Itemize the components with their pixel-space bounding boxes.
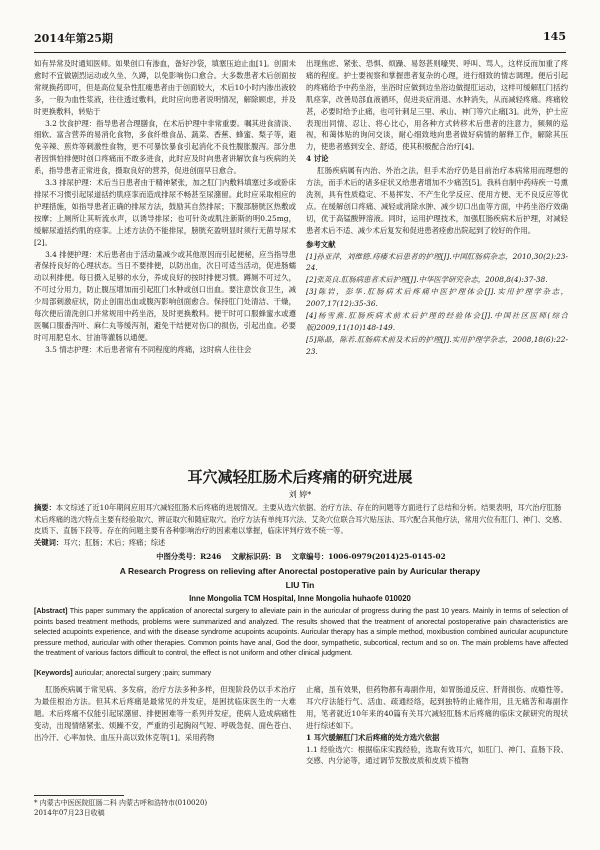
reference-item: [3]陈岩，彭华.肛肠病术后疼痛中医护理体会[J].实用护理学杂志，2007,17(12):35-36. bbox=[306, 287, 568, 309]
article-author: 刘 婷* bbox=[288, 490, 312, 499]
paragraph: 如有异常及时通知医师。如果创口有渗血，备好沙袋，填塞压迫止血[1]。创面未愈时不宜做剧烈运动或久坐、久蹲，以免影响伤口愈合。大多数患者术后创面按常规换药即可，但是高位复杂性肛瘘患者由于创面较大，术后10小时内渗出液较多，一般为血性浆液，往往透过敷料，此时应向患者说明情况，解除顾虑，并及时更换敷料，转贴于 bbox=[34, 59, 296, 116]
reference-item: [4]杨雪燕.肛肠疾病术前术后护理的经验体会[J].中国社区医师(综合版)2009,11(10)148-149. bbox=[306, 311, 568, 332]
en-keywords-text: auricular; anorectal surgery ;pain; summary bbox=[74, 669, 212, 677]
page-number: 145 bbox=[543, 30, 566, 43]
english-title: A Research Progress on relieving after Anorectal postoperative pain by Auricular therapy bbox=[119, 566, 481, 576]
footnote-rule bbox=[34, 795, 124, 796]
clc-label: 中图分类号： bbox=[156, 552, 201, 561]
lower-right-column bbox=[306, 684, 568, 800]
en-abstract-label: [Abstract] bbox=[34, 607, 68, 615]
doc-code-label: 文献标识码： bbox=[231, 552, 276, 561]
paragraph: 3.3 排尿护理：术后当日患者由于精神紧张，加之肛门内敷料填塞过多或卧床排尿不习惯引起尿道括约肌痉挛而造成排尿不畅甚至尿潴留。此时应采取相应的护理措施，如指导患者正确的排尿方法，鼓励其自然排尿；下腹部膀胱区热敷或按摩；上厕所让其听流水声，以诱导排尿；也可针灸或肌注新斯的明0.25mg，缓解尿道括约肌的痉挛。上述方法仍不能排尿，膀胱充盈明显时须行无菌导尿术[2]。 bbox=[34, 178, 296, 247]
paragraph: 1.1 经验选穴：根据临床实践经验，选取有效耳穴，如肛门、神门、直肠下段、交感、内分泌等，通过调节发散皮质和皮质下植物 bbox=[306, 744, 568, 766]
header-rule bbox=[34, 52, 566, 53]
abstract-en bbox=[34, 606, 568, 659]
paragraph: 止痛，虽有效果，但药物都有毒副作用，如胃肠道反应、肝肾损伤、成瘾性等。耳穴疗法能行气、活血、疏通经络，起到独特的止痛作用，且无痛苦和毒副作用，笔者就近10年来的40篇有关耳穴减轻肛肠术后疼痛的临床文献研究的现状进行综述如下。 bbox=[306, 685, 568, 730]
paragraph: 肛肠疾病属于常见病、多发病，治疗方法多种多样，但现阶段仍以手术治疗为最佳根治方法。但其术后疼痛是最常见的并发症，是困扰临床医生的一大难题。术后疼痛不仅能引起尿潴留、排便困难等一系列并发症，使病人造成病痛性变动，出现情绪紧张、烦躁不安，严重的引起胸闷气短、呼吸急促、面色苍白、出冷汗、心率加快、血压升高以致休克等[1]。采用药物 bbox=[34, 685, 296, 742]
keywords-label: 关键词： bbox=[34, 538, 64, 547]
english-author: LIU Tin bbox=[285, 580, 315, 590]
running-header bbox=[34, 30, 566, 48]
references-heading: 参考文献 bbox=[306, 239, 336, 249]
upper-left-column bbox=[34, 58, 296, 458]
footnote-received: 2014年07月23日收稿 bbox=[34, 809, 105, 817]
paragraph: 3.2 饮食护理：指导患者合理膳食，在术后护理中非常重要。嘱其进食清淡、细软、富含营养的易消化食物，多食纤维食品、蔬菜、香蕉、蜂蜜、梨子等，避免辛辣、煎炸等刺激性食物，更不可暴饮暴食引起消化不良性腹胀腹泻。部分患者因惧怕排便时创口疼痛而不敢多进食，此时应及时向患者讲解饮食与疾病的关系，指导患者正常进食，摄取良好的营养，促进创面早日愈合。 bbox=[34, 118, 296, 176]
clc-value: R246 bbox=[200, 552, 222, 561]
classification-line bbox=[34, 552, 568, 562]
keywords-en bbox=[34, 669, 568, 677]
keywords-text: 耳穴；肛肠；术后；疼痛；综述 bbox=[63, 538, 166, 547]
keywords-cn bbox=[34, 537, 568, 549]
doc-code-value: B bbox=[275, 552, 282, 561]
paragraph: 出现焦虑、紧张、恐惧、烦躁、易怒甚则嚎哭、呼叫、骂人，这样反而加重了疼痛的程度。护士要视察和掌握患者复杂的心理，进行细致的情志调理。便后引起的疼痛给予中药坐浴，坐浴时应做到边坐浴边做提肛运动，这样可缓解肛门括约肌痉挛，改善局部血液循环，促进炎症消退、水肿消失，从而减轻疼痛。疼痛较甚，必要时给予止痛，也可针刺足三里、承山、神门等穴止痛[3]。此外，护士应表现出同情、忍让、将心比心，用各种方式转移术后患者的注意力，频频的巡视，和蔼体贴的询问交谈，耐心细致地向患者做好病情的解释工作，解除其压力，使患者感到安全、舒适，使其积极配合治疗[4]。 bbox=[306, 59, 568, 152]
reference-item: [5]陈晶，陈若.肛肠病术前及术后的护理[J].实用护理学杂志，2008,18(6):22-23. bbox=[306, 334, 568, 356]
section-heading: 1 耳穴缓解肛门术后疼痛的处方选穴依据 bbox=[306, 732, 440, 742]
section-heading: 4 讨论 bbox=[306, 154, 329, 164]
article-id-value: 1006-0979(2014)25-0145-02 bbox=[328, 552, 446, 561]
reference-item: [2]张英良.肛肠病患者术后护理[J].中华医学研究杂志，2008,8(4):37-38. bbox=[306, 275, 548, 285]
en-keywords-label: [Keywords] bbox=[34, 669, 73, 677]
en-abstract-text: This paper summary the application of anorectal surgery to alleviate pain in the auricular of progress during the past 10 years. Mainly in terms of selection of points based treatment methods, problems were summarized and analyzed. The results showed that the treatment of anorectal postoperative pain characteristics are selected acupoints experience, and with the disease syndrome acupoints acupoints. Auricular therapy has a simple method, moxibustion combined auricular acupuncture pressure method, auricular with other therapies. Common points have anal, God the door, sympathetic, subcortical, rectum and so on. The main problems have affected the treatment of various factors difficult to control, the effect is not uniform and other clinical judgment. bbox=[34, 607, 569, 658]
journal-issue: 2014年第25期 bbox=[34, 32, 113, 45]
paragraph: 3.5 情志护理：术后患者常有不同程度的疼痛，这时病人往往会 bbox=[45, 344, 252, 354]
paragraph: 肛肠疾病属有内治、外治之法，但手术治疗仍是目前治疗本病常用而理想的方法，而手术后的诸多症状又给患者增加不少痛苦[5]。我科自制中药痔疾一号熏洗剂，具有性质稳定、不易挥发、不产生化学反应、使用方便、无不良反应等优点。在缓解创口疼痛、减轻或消除水肿、减少切口出血等方面，中药坐浴疗效确切，优于高锰酸钾溶液。同时，运用护理技术，加强肛肠疾病术后护理，对减轻患者术后不适、减少术后复发和促进患者痊愈出院起到了较好的作用。 bbox=[306, 166, 568, 235]
upper-right-column bbox=[306, 58, 568, 458]
lower-left-column bbox=[34, 684, 296, 794]
abstract-cn bbox=[34, 502, 568, 537]
english-affiliation: Inne Mongolia TCM Hospital, Inne Mongolia huhaofe 010020 bbox=[189, 594, 411, 603]
abstract-label: 摘要： bbox=[34, 503, 56, 512]
paragraph: 3.4 排便护理：术后患者由于活动量减少或其他原因而引起便秘，应当指导患者保持良好的心理状态。当日不要排便，以防出血，次日可适当活动，促进肠蠕动以利排便。每日摄入足够的水分，养成良好的按时排便习惯。蹲厕不可过久，不可过分用力，防止腹压增加而引起肛门水肿或创口出血。要注意饮食卫生，减少局部刺激症状，防止创面出血或腹泻影响创面愈合。保持肛门处清洁、干燥，每次便后清洗创口并常规用中药坐浴，及时更换敷料。便干时可口服蜂蜜水或遵医嘱口服番泻叶、麻仁丸等缓泻剂，避免干结便对伤口的损伤，引起出血。必要时可用肥皂水、甘油等灌肠以通便。 bbox=[34, 249, 296, 342]
abstract-text: 本文综述了近10年期间应用耳穴减轻肛肠术后疼痛的进展情况。主要从选穴依据、治疗方法、存在的问题等方面进行了总结和分析。结果表明，耳穴治疗肛肠术后疼痛的选穴特点主要有经验取穴、辨证取穴和随症取穴。治疗方法有单纯耳穴法、艾灸穴位联合耳穴贴压法、耳穴配合其他疗法，常用穴位有肛门、神门、交感、皮质下、直肠下段等。存在的问题主要有各种影响治疗的因素难以掌握，临床评判疗效不统一等。 bbox=[34, 503, 567, 536]
reference-item: [1]孙亚萍，刘维德.痔瘘术后患者的护理[J].中国肛肠病杂志，2010,30(2):23-24. bbox=[306, 251, 568, 273]
article-title: 耳穴减轻肛肠术后疼痛的研究进展 bbox=[187, 468, 413, 486]
footnote-affiliation: * 内蒙古中医医院肛肠二科 内蒙古呼和浩特市(010020) bbox=[34, 799, 208, 807]
article-id-label: 文章编号： bbox=[291, 552, 329, 561]
